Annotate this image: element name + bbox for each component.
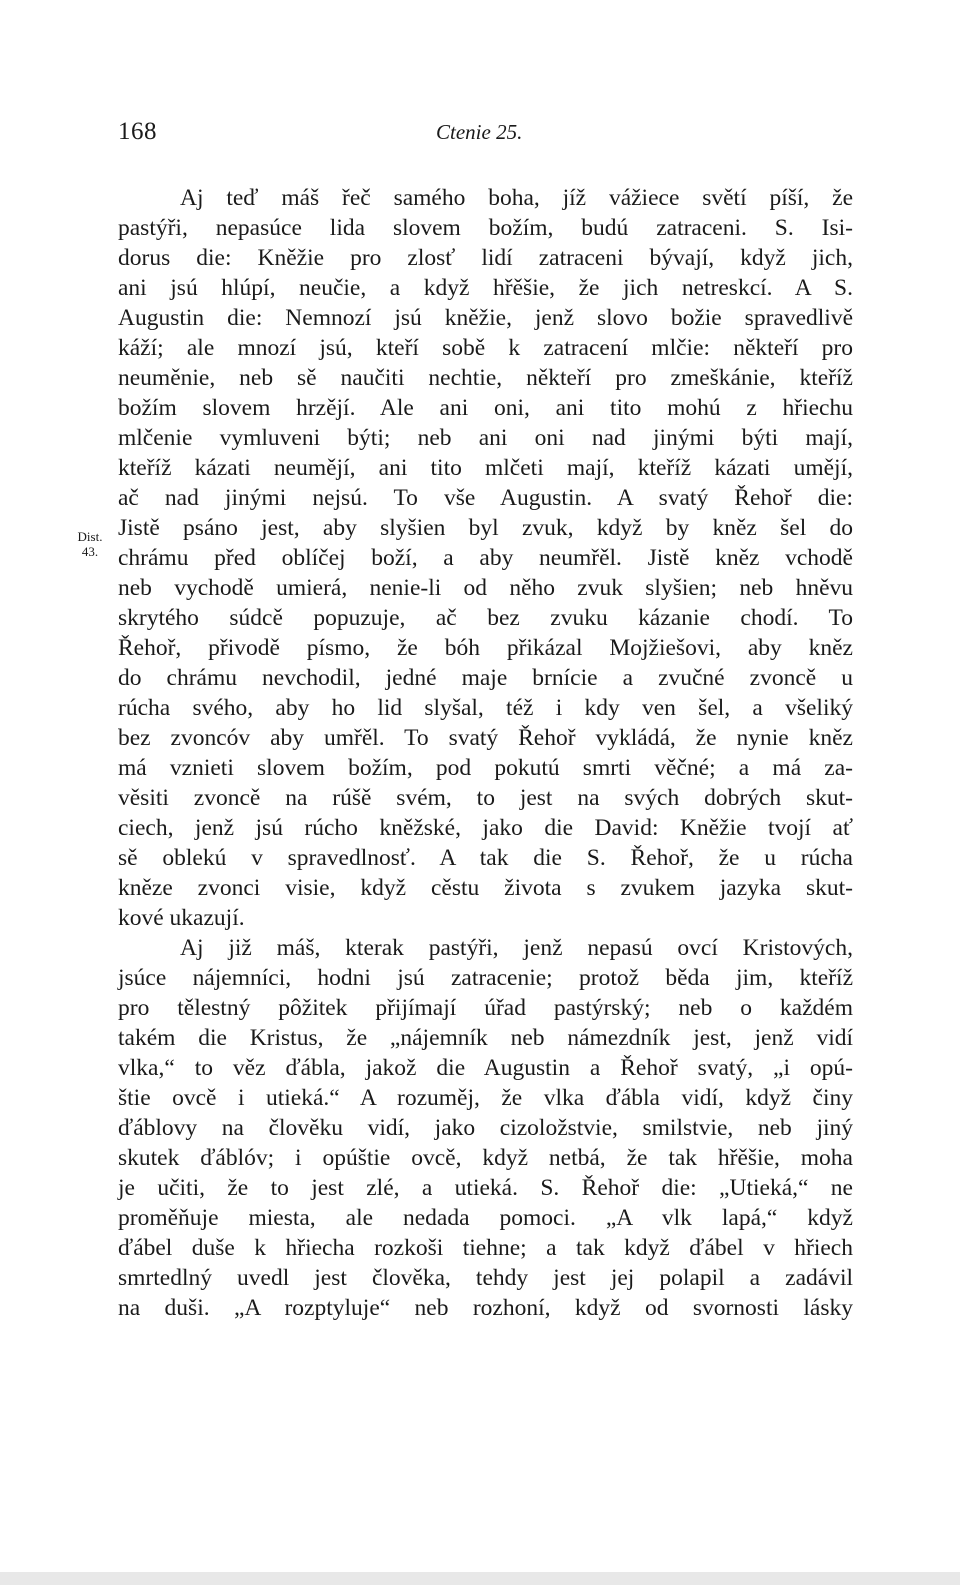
text-line: kteříž kázati neumějí, ani tito mlčeti mají, kteříž kázati umějí, [118,455,853,481]
text-line: Augustin die: Nemnozí jsú kněžie, jenž slovo božie spravedlivě [118,305,853,331]
text-line: Aj již máš, kterak pastýři, jenž nepasú ovcí Kristových, [180,935,853,961]
text-line: kové ukazují. [118,905,245,931]
text-line: proměňuje miesta, ale nedada pomoci. „A vlk lapá,“ když [118,1205,853,1231]
text-line: štie ovcě i utieká.“ A rozuměj, že vlka ďábla vidí, když činy [118,1085,853,1111]
text-line: Řehoř, přivodě písmo, že bóh přikázal Mojžiešovi, aby kněz [118,635,853,661]
text-line: má vznieti slovem božím, pod pokutú smrti věčné; a má za- [118,755,853,781]
text-line: dorus die: Kněžie pro zlosť lidí zatraceni bývají, když jich, [118,245,853,271]
text-line: rúcha svého, aby ho lid slyšal, též i kdy ven šel, a všeliký [118,695,853,721]
text-line: sě oblekú v spravedlnosť. A tak die S. Řehoř, že u rúcha [118,845,853,871]
text-line: chrámu před oblíčej boží, a aby neumřěl. Jistě kněz vchodě [118,545,853,571]
text-line: pastýři, nepasúce lida slovem božím, budú zatraceni. S. Isi- [118,215,853,241]
paragraph [118,183,853,933]
text-line: smrtedlný uvedl jest člověka, tehdy jest jej polapil a zadávil [118,1265,853,1291]
text-line: mlčenie vymluveni býti; neb ani oni nad jinými býti mají, [118,425,853,451]
text-line: skutek ďáblóv; i opúštie ovcě, když netbá, že tak hřěšie, moha [118,1145,853,1171]
margin-note-number: 43. [81,544,99,559]
text-line: ďábel duše k hřiecha rozkoši tiehne; a tak když ďábel v hřiech [118,1235,853,1261]
text-line: káží; ale mnozí jsú, kteří sobě k zatracení mlčie: někteří pro [118,335,853,361]
text-line: pro tělestný pôžitek přijímají úřad pastýrský; neb o každém [118,995,853,1021]
text-line: ciech, jenž jsú rúcho kněžské, jako die David: Kněžie tvojí ať [118,815,853,841]
margin-note-source: Dist. [77,529,103,544]
text-line: neb vychodě umierá, nenie-li od něho zvuk slyšien; neb hněvu [118,575,853,601]
text-line: je učiti, že to jest zlé, a utieká. S. Řehoř die: „Utieká,“ ne [118,1175,853,1201]
scan-bottom-edge [0,1572,960,1585]
text-line: skrytého súdcě popuzuje, ač bez zvuku kázanie chodí. To [118,605,853,631]
text-line: Aj teď máš řeč samého boha, jíž vážiece světí píší, že [180,185,853,211]
paragraph [118,933,853,1323]
text-line: božím slovem hrzějí. Ale ani oni, ani tito mohú z hřiechu [118,395,853,421]
page-header [118,118,853,150]
text-line: na duši. „A rozptyluje“ neb rozhoní, když od svornosti lásky [118,1295,853,1321]
text-line: takém die Kristus, že „nájemník neb námezdník jest, jenž vidí [118,1025,853,1051]
text-line: Jistě psáno jest, aby slyšien byl zvuk, když by kněz šel do [118,515,853,541]
text-line: ďáblovy na člověku vidí, jako cizoložstvie, smilstvie, neb jiný [118,1115,853,1141]
text-line: kněze zvonci visie, když cěstu života s zvukem jazyka skut- [118,875,853,901]
text-line: ač nad jinými nejsú. To vše Augustin. A svatý Řehoř die: [118,485,853,511]
text-line: do chrámu nevchodil, jedné maje brnície a zvučné zvoncě u [118,665,853,691]
text-line: ani jsú hlúpí, neučie, a když hřěšie, že jich netreskcí. A S. [118,275,853,301]
text-line: věsiti zvoncě na rúšě svém, to jest na svých dobrých skut- [118,785,853,811]
text-line: bez zvoncóv aby umřěl. To svatý Řehoř vykládá, že nynie kněz [118,725,853,751]
text-line: jsúce nájemníci, hodni jsú zatracenie; protož běda jim, kteříž [118,965,853,991]
page-number: 168 [118,118,157,145]
margin-note [70,529,110,559]
text-line: vlka,“ to věz ďábla, jakož die Augustin a Řehoř svatý, „i opú- [118,1055,853,1081]
running-title: Ctenie 25. [436,120,523,144]
body-text [118,183,853,1323]
text-line: neuměnie, neb sě naučiti nechtie, někteří pro zmeškánie, kteříž [118,365,853,391]
